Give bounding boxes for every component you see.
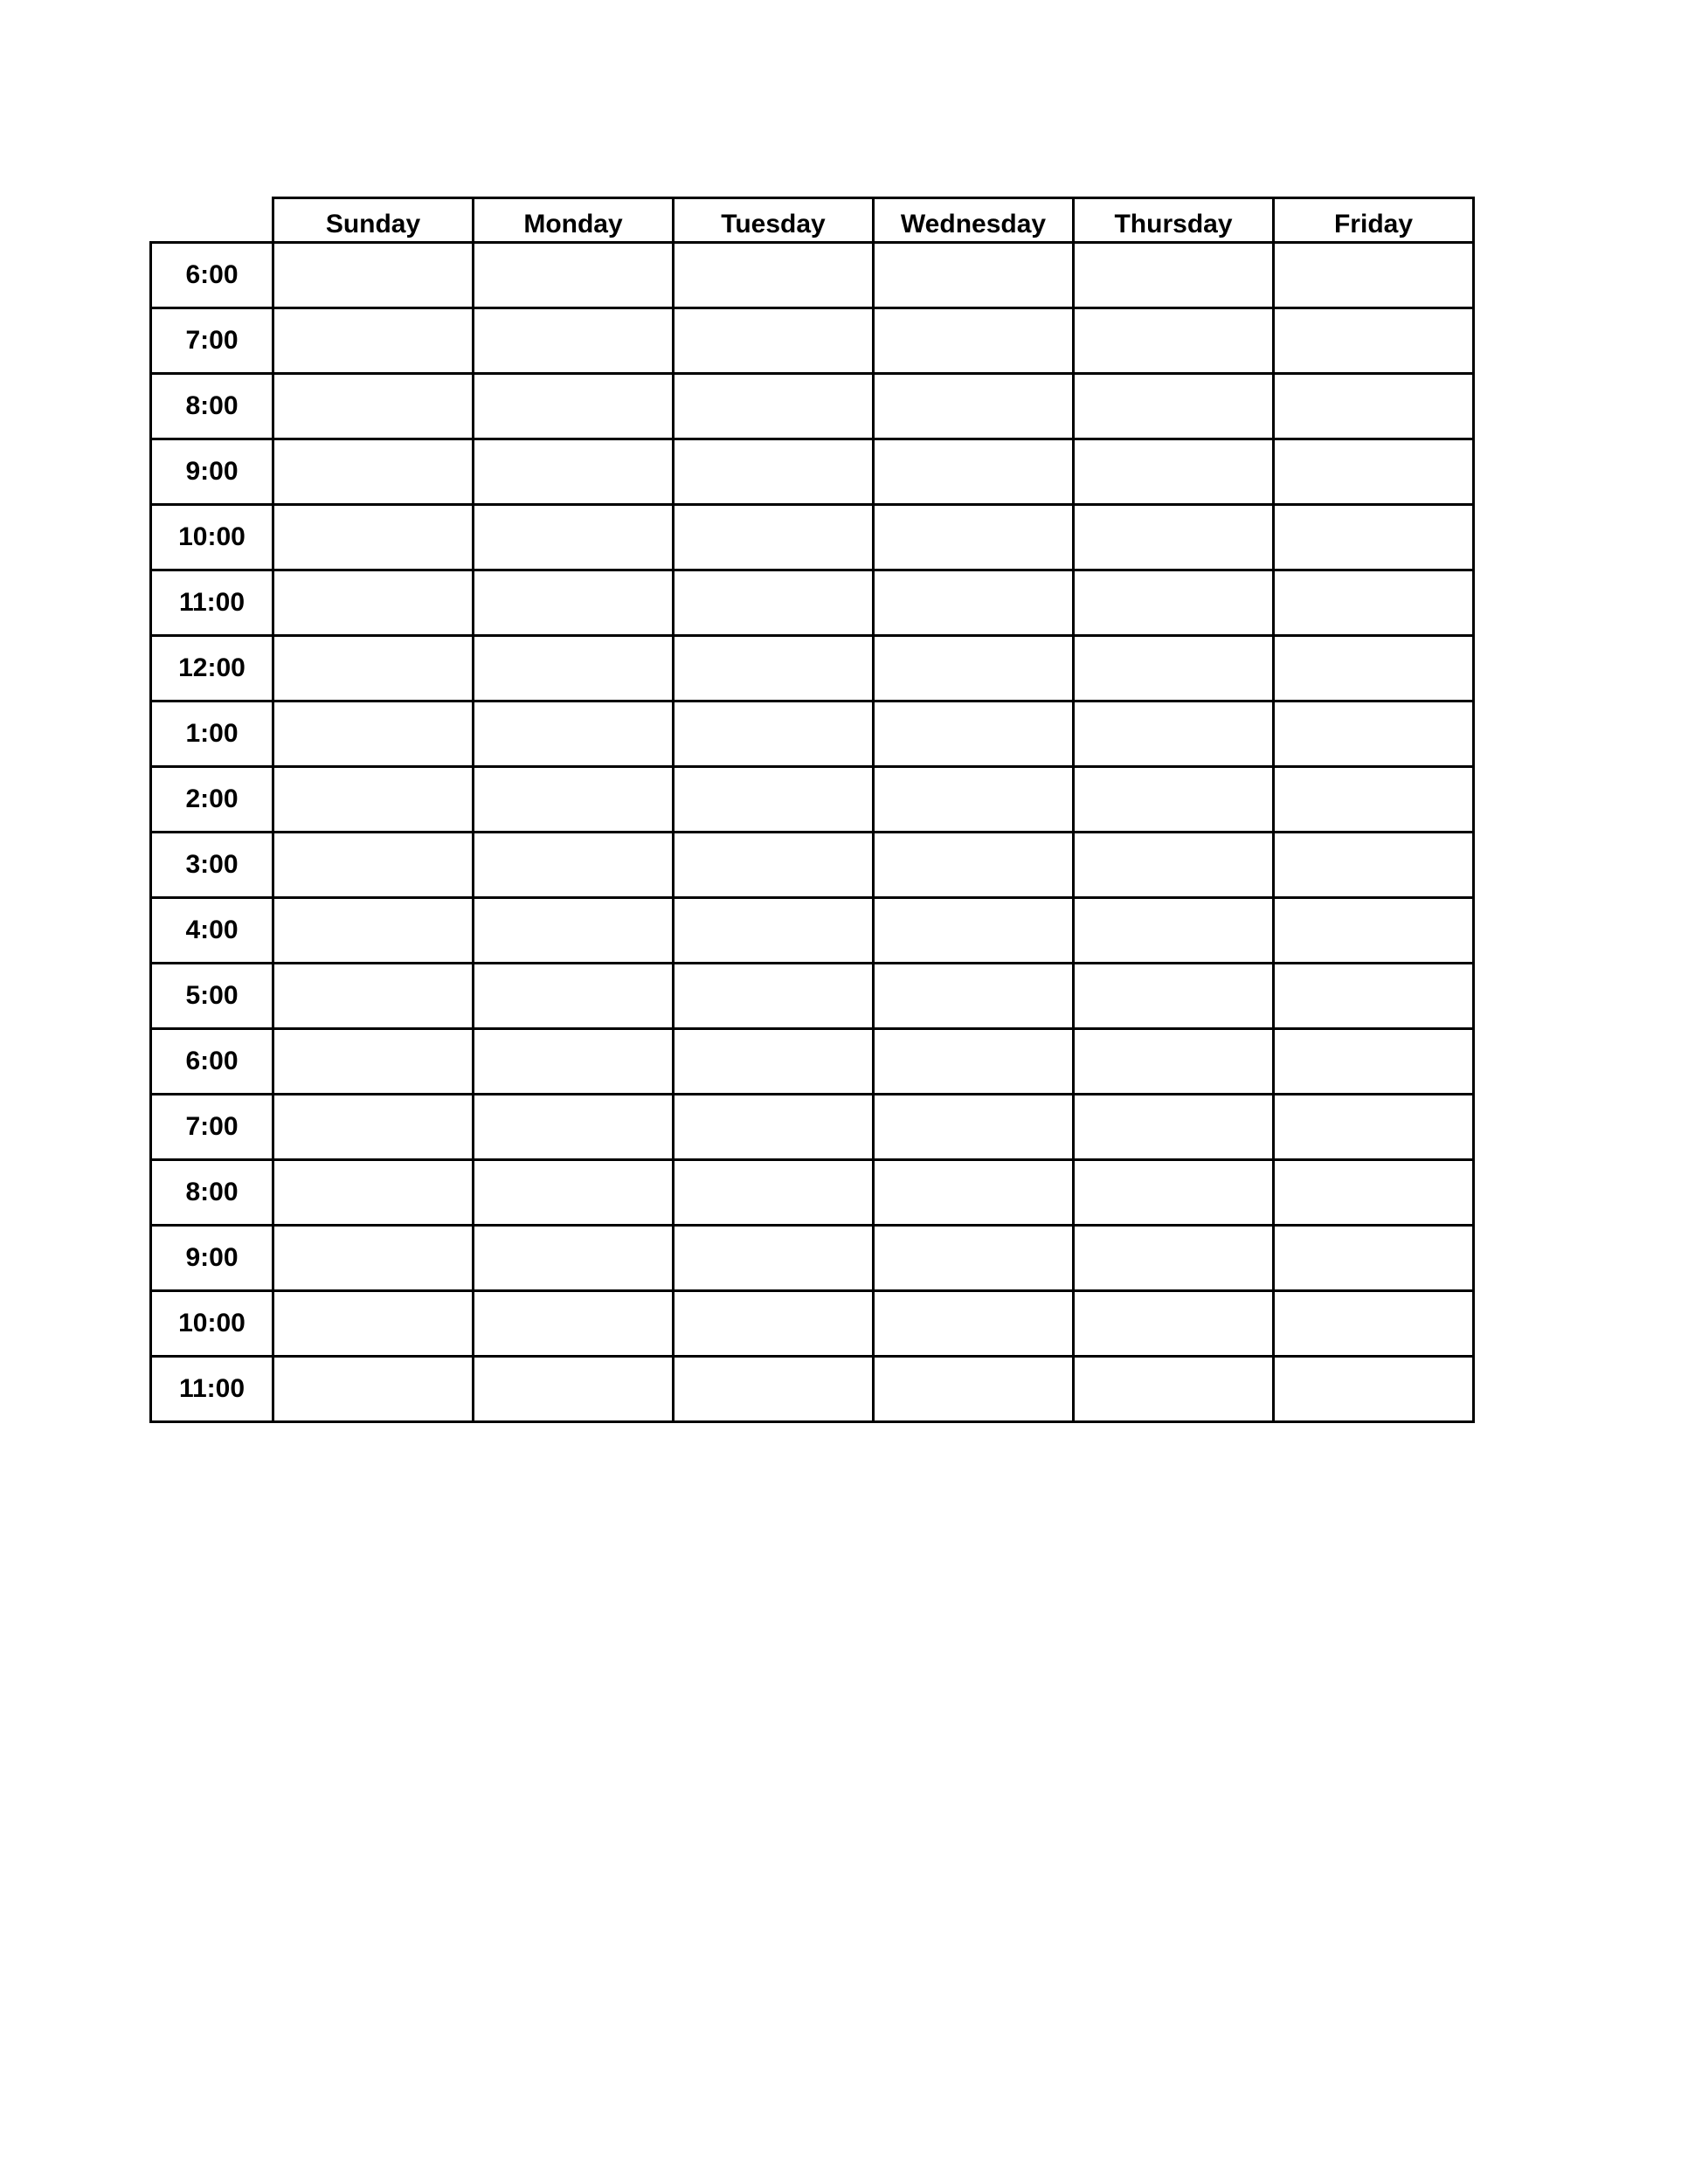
day-header-monday: Monday <box>474 198 674 243</box>
slot-cell-friday[interactable] <box>1274 308 1474 374</box>
time-label: 1:00 <box>151 702 273 767</box>
time-row <box>151 374 1474 439</box>
slot-cell-sunday[interactable] <box>273 570 474 636</box>
slot-cell-monday[interactable] <box>474 439 674 505</box>
time-label: 7:00 <box>151 308 273 374</box>
time-row <box>151 1291 1474 1357</box>
slot-cell-wednesday[interactable] <box>874 1160 1074 1226</box>
slot-cell-friday[interactable] <box>1274 702 1474 767</box>
slot-cell-sunday[interactable] <box>273 898 474 964</box>
time-row <box>151 1029 1474 1095</box>
slot-cell-tuesday[interactable] <box>674 702 874 767</box>
time-label: 10:00 <box>151 1291 273 1357</box>
slot-cell-monday[interactable] <box>474 1029 674 1095</box>
slot-cell-monday[interactable] <box>474 1357 674 1422</box>
slot-cell-wednesday[interactable] <box>874 1095 1074 1160</box>
slot-cell-friday[interactable] <box>1274 374 1474 439</box>
time-row <box>151 1357 1474 1422</box>
slot-cell-thursday[interactable] <box>1074 702 1274 767</box>
slot-cell-monday[interactable] <box>474 1095 674 1160</box>
time-label: 9:00 <box>151 1226 273 1291</box>
slot-cell-monday[interactable] <box>474 570 674 636</box>
corner-cell <box>151 198 273 243</box>
slot-cell-tuesday[interactable] <box>674 570 874 636</box>
weekly-schedule-grid <box>149 197 1475 1423</box>
slot-cell-friday[interactable] <box>1274 1291 1474 1357</box>
slot-cell-friday[interactable] <box>1274 898 1474 964</box>
slot-cell-thursday[interactable] <box>1074 439 1274 505</box>
slot-cell-monday[interactable] <box>474 636 674 702</box>
time-label: 11:00 <box>151 1357 273 1422</box>
slot-cell-tuesday[interactable] <box>674 898 874 964</box>
slot-cell-sunday[interactable] <box>273 964 474 1029</box>
day-header-sunday: Sunday <box>273 198 474 243</box>
slot-cell-sunday[interactable] <box>273 439 474 505</box>
slot-cell-tuesday[interactable] <box>674 636 874 702</box>
slot-cell-sunday[interactable] <box>273 374 474 439</box>
slot-cell-thursday[interactable] <box>1074 898 1274 964</box>
time-label: 6:00 <box>151 243 273 308</box>
day-header-friday: Friday <box>1274 198 1474 243</box>
slot-cell-thursday[interactable] <box>1074 1095 1274 1160</box>
slot-cell-tuesday[interactable] <box>674 1029 874 1095</box>
day-header-thursday: Thursday <box>1074 198 1274 243</box>
slot-cell-sunday[interactable] <box>273 1029 474 1095</box>
slot-cell-sunday[interactable] <box>273 767 474 833</box>
time-row <box>151 308 1474 374</box>
slot-cell-wednesday[interactable] <box>874 374 1074 439</box>
slot-cell-thursday[interactable] <box>1074 1357 1274 1422</box>
slot-cell-wednesday[interactable] <box>874 964 1074 1029</box>
time-row <box>151 767 1474 833</box>
slot-cell-monday[interactable] <box>474 374 674 439</box>
slot-cell-sunday[interactable] <box>273 1357 474 1422</box>
slot-cell-sunday[interactable] <box>273 308 474 374</box>
slot-cell-monday[interactable] <box>474 964 674 1029</box>
slot-cell-friday[interactable] <box>1274 833 1474 898</box>
time-row <box>151 1095 1474 1160</box>
time-label: 12:00 <box>151 636 273 702</box>
slot-cell-friday[interactable] <box>1274 767 1474 833</box>
day-header-row <box>151 198 1474 243</box>
slot-cell-wednesday[interactable] <box>874 1291 1074 1357</box>
time-label: 2:00 <box>151 767 273 833</box>
slot-cell-sunday[interactable] <box>273 702 474 767</box>
slot-cell-sunday[interactable] <box>273 1226 474 1291</box>
slot-cell-wednesday[interactable] <box>874 505 1074 570</box>
time-row <box>151 833 1474 898</box>
slot-cell-wednesday[interactable] <box>874 439 1074 505</box>
day-header-wednesday: Wednesday <box>874 198 1074 243</box>
slot-cell-tuesday[interactable] <box>674 833 874 898</box>
slot-cell-thursday[interactable] <box>1074 505 1274 570</box>
slot-cell-tuesday[interactable] <box>674 439 874 505</box>
day-header-tuesday: Tuesday <box>674 198 874 243</box>
time-label: 4:00 <box>151 898 273 964</box>
slot-cell-friday[interactable] <box>1274 1160 1474 1226</box>
slot-cell-tuesday[interactable] <box>674 1160 874 1226</box>
slot-cell-wednesday[interactable] <box>874 702 1074 767</box>
slot-cell-thursday[interactable] <box>1074 1029 1274 1095</box>
time-row <box>151 570 1474 636</box>
slot-cell-tuesday[interactable] <box>674 1357 874 1422</box>
time-label: 11:00 <box>151 570 273 636</box>
slot-cell-tuesday[interactable] <box>674 767 874 833</box>
slot-cell-wednesday[interactable] <box>874 570 1074 636</box>
slot-cell-wednesday[interactable] <box>874 1226 1074 1291</box>
slot-cell-wednesday[interactable] <box>874 243 1074 308</box>
slot-cell-thursday[interactable] <box>1074 636 1274 702</box>
slot-cell-friday[interactable] <box>1274 570 1474 636</box>
slot-cell-thursday[interactable] <box>1074 964 1274 1029</box>
slot-cell-thursday[interactable] <box>1074 570 1274 636</box>
time-row <box>151 964 1474 1029</box>
time-row <box>151 243 1474 308</box>
time-row <box>151 898 1474 964</box>
slot-cell-tuesday[interactable] <box>674 308 874 374</box>
slot-cell-wednesday[interactable] <box>874 636 1074 702</box>
slot-cell-friday[interactable] <box>1274 1029 1474 1095</box>
time-row <box>151 1160 1474 1226</box>
slot-cell-sunday[interactable] <box>273 833 474 898</box>
slot-cell-wednesday[interactable] <box>874 833 1074 898</box>
slot-cell-thursday[interactable] <box>1074 1160 1274 1226</box>
slot-cell-sunday[interactable] <box>273 1291 474 1357</box>
slot-cell-sunday[interactable] <box>273 243 474 308</box>
slot-cell-sunday[interactable] <box>273 505 474 570</box>
slot-cell-monday[interactable] <box>474 1160 674 1226</box>
time-rows <box>151 243 1474 1422</box>
slot-cell-wednesday[interactable] <box>874 1029 1074 1095</box>
time-row <box>151 702 1474 767</box>
time-label: 7:00 <box>151 1095 273 1160</box>
time-row <box>151 505 1474 570</box>
slot-cell-tuesday[interactable] <box>674 964 874 1029</box>
slot-cell-monday[interactable] <box>474 767 674 833</box>
slot-cell-monday[interactable] <box>474 702 674 767</box>
slot-cell-friday[interactable] <box>1274 964 1474 1029</box>
slot-cell-wednesday[interactable] <box>874 308 1074 374</box>
slot-cell-wednesday[interactable] <box>874 898 1074 964</box>
slot-cell-thursday[interactable] <box>1074 308 1274 374</box>
slot-cell-thursday[interactable] <box>1074 1226 1274 1291</box>
slot-cell-wednesday[interactable] <box>874 1357 1074 1422</box>
slot-cell-sunday[interactable] <box>273 1160 474 1226</box>
slot-cell-thursday[interactable] <box>1074 833 1274 898</box>
slot-cell-friday[interactable] <box>1274 439 1474 505</box>
slot-cell-tuesday[interactable] <box>674 374 874 439</box>
slot-cell-thursday[interactable] <box>1074 243 1274 308</box>
slot-cell-monday[interactable] <box>474 898 674 964</box>
slot-cell-thursday[interactable] <box>1074 767 1274 833</box>
time-label: 8:00 <box>151 374 273 439</box>
time-row <box>151 1226 1474 1291</box>
slot-cell-thursday[interactable] <box>1074 1291 1274 1357</box>
time-label: 8:00 <box>151 1160 273 1226</box>
time-label: 6:00 <box>151 1029 273 1095</box>
slot-cell-tuesday[interactable] <box>674 243 874 308</box>
slot-cell-monday[interactable] <box>474 308 674 374</box>
time-label: 5:00 <box>151 964 273 1029</box>
time-label: 9:00 <box>151 439 273 505</box>
time-row <box>151 439 1474 505</box>
slot-cell-friday[interactable] <box>1274 1095 1474 1160</box>
slot-cell-monday[interactable] <box>474 1291 674 1357</box>
slot-cell-friday[interactable] <box>1274 1226 1474 1291</box>
slot-cell-monday[interactable] <box>474 1226 674 1291</box>
slot-cell-tuesday[interactable] <box>674 505 874 570</box>
time-row <box>151 636 1474 702</box>
slot-cell-friday[interactable] <box>1274 243 1474 308</box>
time-label: 3:00 <box>151 833 273 898</box>
slot-cell-tuesday[interactable] <box>674 1226 874 1291</box>
slot-cell-sunday[interactable] <box>273 636 474 702</box>
slot-cell-tuesday[interactable] <box>674 1291 874 1357</box>
slot-cell-wednesday[interactable] <box>874 767 1074 833</box>
time-label: 10:00 <box>151 505 273 570</box>
slot-cell-sunday[interactable] <box>273 1095 474 1160</box>
slot-cell-friday[interactable] <box>1274 1357 1474 1422</box>
slot-cell-tuesday[interactable] <box>674 1095 874 1160</box>
slot-cell-monday[interactable] <box>474 505 674 570</box>
slot-cell-monday[interactable] <box>474 833 674 898</box>
slot-cell-friday[interactable] <box>1274 505 1474 570</box>
slot-cell-friday[interactable] <box>1274 636 1474 702</box>
slot-cell-thursday[interactable] <box>1074 374 1274 439</box>
slot-cell-monday[interactable] <box>474 243 674 308</box>
